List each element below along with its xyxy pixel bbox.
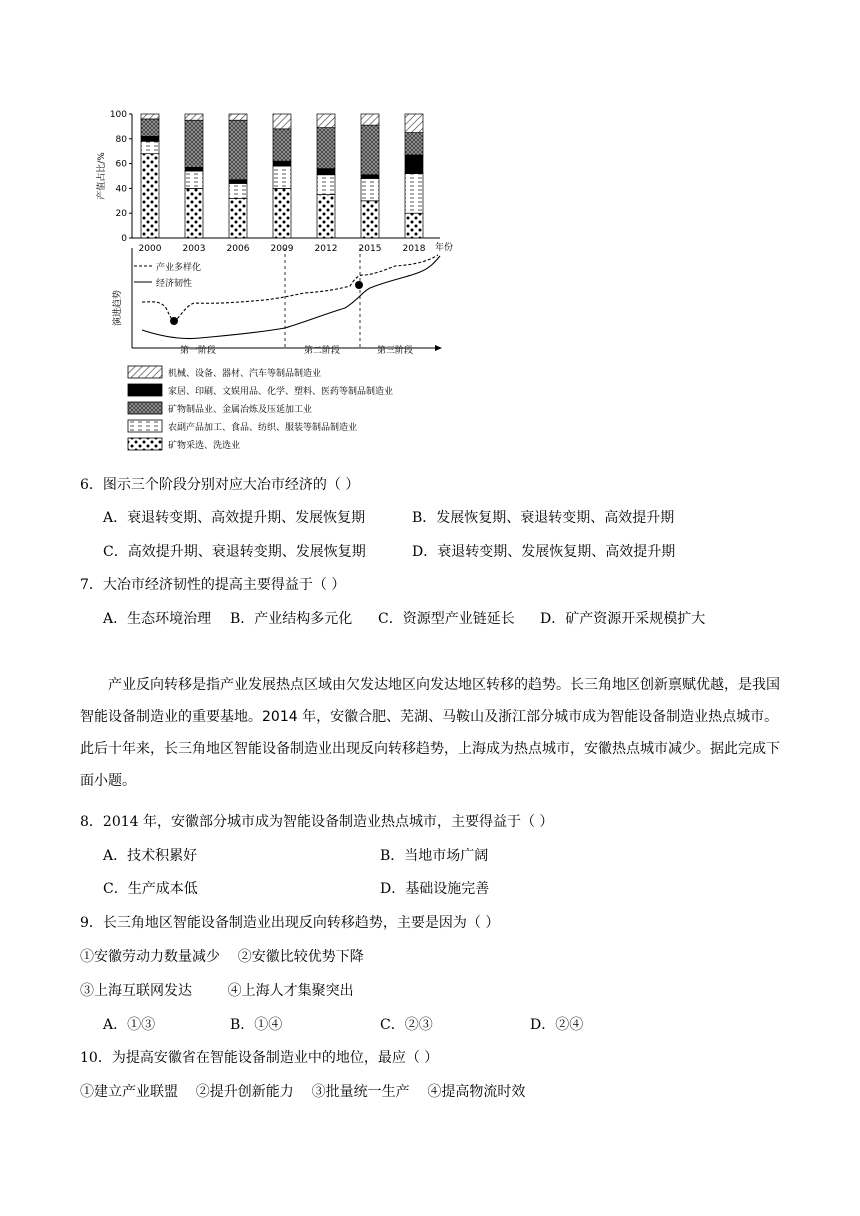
- bar-segment-household-2003: [185, 167, 203, 171]
- q6-stem: 6．图示三个阶段分别对应大冶市经济的（ ）: [80, 477, 360, 493]
- x-tick-label-2006: 2006: [226, 244, 250, 254]
- bar-segment-machinery-2015: [361, 114, 379, 125]
- legend-label-household: 家居、印刷、文娱用品、化学、塑料、医药等制品制造业: [168, 387, 394, 397]
- x-axis-suffix: 年份: [435, 243, 454, 253]
- y-axis-label: 产值占比/%: [97, 152, 107, 200]
- trend-chart: [111, 248, 442, 356]
- trend-axis-label: 演进趋势: [113, 289, 123, 327]
- bar-segment-metal-2003: [185, 120, 203, 167]
- bar-segment-mining-2015: [361, 201, 379, 238]
- bar-segment-agri-2006: [229, 183, 247, 198]
- q6-option-a: A．衰退转变期、高效提升期、发展恢复期: [103, 510, 366, 526]
- trend-x-arrow: [435, 345, 442, 351]
- bar-segment-metal-2000: [141, 119, 159, 136]
- q8-stem: 8．2014 年，安徽部分城市成为智能设备制造业热点城市，主要得益于（ ）: [80, 814, 554, 830]
- bar-segment-agri-2018: [405, 174, 423, 214]
- bar-segment-household-2006: [229, 180, 247, 184]
- bar-segment-mining-2018: [405, 213, 423, 238]
- stage-label-1: 第一阶段: [179, 346, 217, 356]
- bar-segment-machinery-2006: [229, 114, 247, 120]
- legend-swatch-metal: [128, 402, 162, 414]
- legend-label-agri: 农副产品加工、食品、纺织、服装等制品制造业: [168, 423, 358, 433]
- q9-stem: 9．长三角地区智能设备制造业出现反向转移趋势，主要是因为（ ）: [80, 915, 500, 931]
- passage: 产业反向转移是指产业发展热点区域由欠发达地区向发达地区转移的趋势。长三角地区创新禀赋优越，是我国智能设备制造业的重要基地。2014 年，安徽合肥、芜湖、马鞍山及浙江部分城市成为智能设备制造业热点城市。此后十年来，长三角地区智能设备制造业出现反向转移趋势，上海成为热点城市，安徽热点城市减少。据此完成下面小题。: [80, 677, 780, 789]
- q7-option-d: D．矿产资源开采规模扩大: [540, 611, 706, 627]
- legend-swatch-agri: [128, 420, 162, 432]
- y-tick-label: 0: [121, 234, 127, 244]
- bar-segment-machinery-2000: [141, 114, 159, 119]
- bar-segment-agri-2009: [273, 166, 291, 188]
- legend-label-mining: 矿物采选、洗选业: [168, 441, 241, 451]
- stage-label-2: 第二阶段: [303, 346, 341, 356]
- bar-segment-household-2015: [361, 175, 379, 179]
- q6-option-b: B．发展恢复期、衰退转变期、高效提升期: [412, 510, 675, 526]
- q9-option-c: C．②③: [380, 1017, 433, 1033]
- q7-stem: 7．大冶市经济韧性的提高主要得益于（ ）: [80, 577, 346, 593]
- q9-option-d: D．②④: [530, 1017, 584, 1033]
- legend-swatch-mining: [128, 438, 162, 450]
- bar-segment-agri-2012: [317, 175, 335, 195]
- legend-label-metal: 矿物制品业、金属冶炼及压延加工业: [168, 405, 313, 415]
- x-tick-label-2000: 2000: [138, 244, 162, 254]
- q7-option-c: C．资源型产业链延长: [378, 611, 515, 627]
- x-tick-label-2015: 2015: [358, 244, 382, 254]
- q8-option-d: D．基础设施完善: [380, 881, 490, 897]
- legend-swatch-machinery: [128, 366, 162, 378]
- q6-option-d: D．衰退转变期、发展恢复期、高效提升期: [412, 544, 676, 560]
- bar-segment-agri-2015: [361, 178, 379, 200]
- y-tick-label: 40: [115, 184, 127, 195]
- bar-segment-metal-2006: [229, 120, 247, 180]
- figure-svg: [90, 100, 480, 460]
- figure: [90, 100, 480, 460]
- bar-segment-mining-2003: [185, 188, 203, 238]
- x-tick-label-2018: 2018: [402, 244, 426, 254]
- bar-segment-machinery-2009: [273, 114, 291, 129]
- bar-segment-metal-2009: [273, 129, 291, 161]
- x-tick-label-2009: 2009: [270, 244, 294, 254]
- y-tick-label: 20: [115, 209, 127, 220]
- bar-segment-household-2018: [405, 155, 423, 174]
- bar-segment-household-2000: [141, 136, 159, 141]
- q10-stem: 10．为提高安徽省在智能设备制造业中的地位，最应（ ）: [80, 1050, 439, 1066]
- x-tick-label-2012: 2012: [314, 244, 338, 254]
- q9-statements-2: ③上海互联网发达 ④上海人才集聚突出: [80, 983, 354, 999]
- y-tick-label: 60: [115, 159, 127, 170]
- q8-option-a: A．技术积累好: [103, 848, 198, 864]
- q7-option-b: B．产业结构多元化: [230, 611, 353, 627]
- bar-segment-machinery-2018: [405, 114, 423, 133]
- legend-label-machinery: 机械、设备、器材、汽车等制品制造业: [168, 369, 322, 379]
- bar-segment-mining-2000: [141, 154, 159, 238]
- legend-swatch-household: [128, 384, 162, 396]
- q8-option-c: C．生产成本低: [103, 881, 198, 897]
- bar-segment-metal-2012: [317, 128, 335, 169]
- y-tick-label: 80: [115, 134, 127, 145]
- bar-segment-metal-2015: [361, 125, 379, 175]
- bar-segment-household-2009: [273, 161, 291, 166]
- q9-option-b: B．①④: [230, 1017, 283, 1033]
- q9-option-a: A．①③: [103, 1017, 156, 1033]
- q6-option-c: C．高效提升期、衰退转变期、发展恢复期: [103, 544, 366, 560]
- legend-resilience-label: 经济韧性: [156, 279, 193, 289]
- bar-segment-agri-2003: [185, 171, 203, 188]
- stage-label-3: 第三阶段: [376, 346, 414, 356]
- q7-option-a: A．生态环境治理: [103, 611, 212, 627]
- turning-point-2: [355, 281, 363, 289]
- q8-option-b: B．当地市场广阔: [380, 848, 489, 864]
- bar-segment-mining-2009: [273, 188, 291, 238]
- bar-segment-mining-2006: [229, 198, 247, 238]
- q10-statements: ①建立产业联盟 ②提升创新能力 ③批量统一生产 ④提高物流时效: [80, 1084, 526, 1100]
- x-tick-label-2003: 2003: [182, 244, 206, 254]
- bar-segment-metal-2018: [405, 133, 423, 155]
- turning-point-1: [170, 317, 178, 325]
- stacked-bar-chart: [95, 110, 453, 254]
- legend-diversity-label: 产业多样化: [156, 263, 202, 273]
- bar-segment-agri-2000: [141, 141, 159, 153]
- q9-statements-1: ①安徽劳动力数量减少 ②安徽比较优势下降: [80, 949, 364, 965]
- bar-segment-machinery-2003: [185, 114, 203, 120]
- bar-segment-mining-2012: [317, 195, 335, 238]
- y-tick-label: 100: [109, 110, 127, 120]
- bar-segment-household-2012: [317, 169, 335, 175]
- industry-legend: [128, 366, 393, 451]
- bar-segment-machinery-2012: [317, 114, 335, 128]
